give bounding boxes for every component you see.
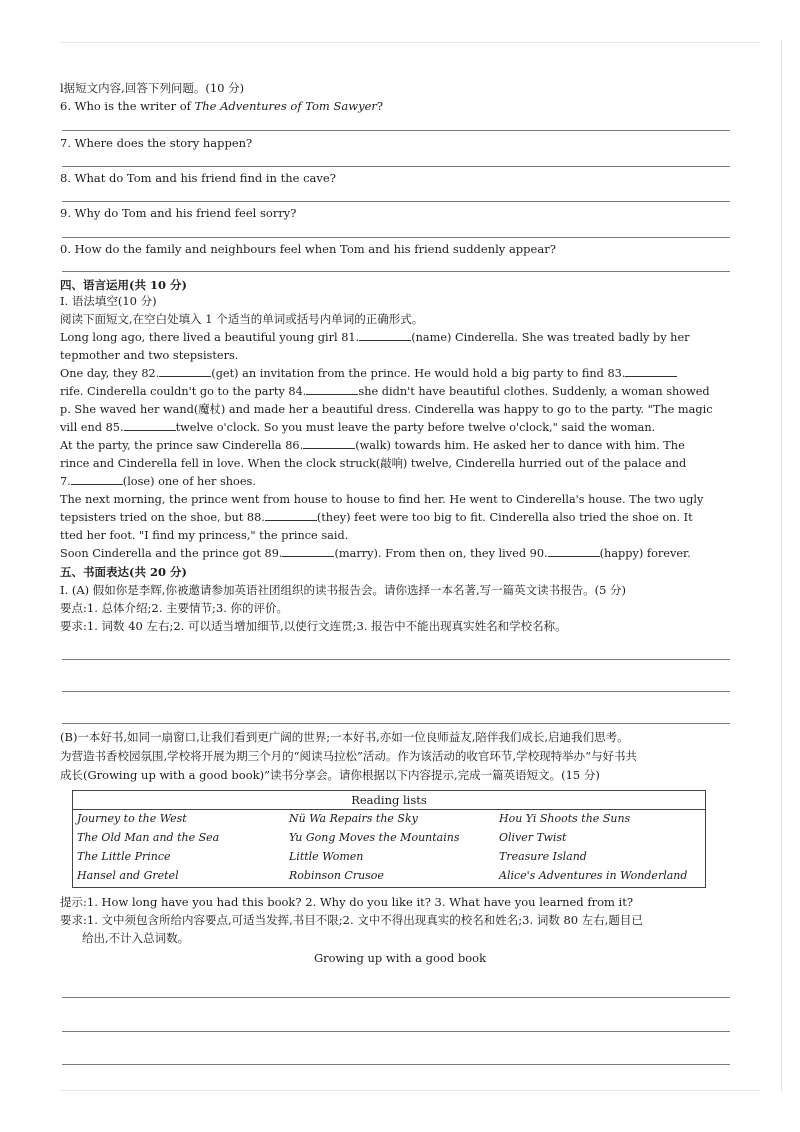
writing-b-line[interactable]	[62, 1031, 730, 1032]
book-title: Alice's Adventures in Wonderland	[499, 869, 688, 882]
book-title: Robinson Crusoe	[289, 869, 384, 882]
writing-requirements: 给出,不计入总词数。	[82, 931, 190, 945]
passage-line: Long long ago, there lived a beautiful young girl 81. (name) Cinderella. She was treated badly by her	[60, 331, 690, 344]
book-title: Journey to the West	[77, 812, 187, 825]
writing-requirements: 要求:1. 文中须包含所给内容要点,可适当发挥,书目不限;2. 文中不得出现真实的校名和姓名;3. 词数 80 左右,题目已	[60, 913, 643, 927]
scan-edge-line	[60, 1090, 760, 1091]
blank-82[interactable]	[159, 366, 211, 377]
blank-86[interactable]	[303, 438, 355, 449]
writing-part-a: I. (A) 假如你是李辉,你被邀请参加英语社团组织的读书报告会。请你选择一本名著,写一篇英文读书报告。(5 分)	[60, 583, 627, 597]
question-10: 0. How do the family and neighbours feel when Tom and his friend suddenly appear?	[60, 242, 556, 256]
writing-part-a-points: 要点:1. 总体介绍;2. 主要情节;3. 你的评价。	[60, 601, 289, 615]
blank-90[interactable]	[548, 546, 600, 557]
grammar-fill-instruction: 阅读下面短文,在空白处填入 1 个适当的单词或括号内单词的正确形式。	[60, 312, 424, 326]
question-7: 7. Where does the story happen?	[60, 136, 253, 150]
question-8: 8. What do Tom and his friend find in the cave?	[60, 171, 336, 185]
passage-line: p. She waved her wand(魔杖) and made her a beautiful dress. Cinderella was happy to go to the party. "The magic	[60, 403, 713, 416]
writing-part-b-intro: 为营造书香校园氛围,学校将开展为期三个月的“阅读马拉松”活动。作为该活动的收官环节,学校现特举办“与好书共	[60, 749, 637, 763]
blank-87[interactable]	[71, 474, 123, 485]
reading-lists-table	[72, 790, 706, 888]
blank-88[interactable]	[265, 510, 317, 521]
passage-line: tepsisters tried on the shoe, but 88. (they) feet were too big to fit. Cinderella also tried the shoe on. It	[60, 511, 693, 524]
essay-title: Growing up with a good book	[313, 951, 487, 965]
language-use-heading: 四、语言运用(共 10 分)	[60, 278, 187, 292]
passage-line: The next morning, the prince went from house to house to find her. He went to Cinderella's house. The two ugly	[60, 493, 704, 506]
question-6: 6. Who is the writer of The Adventures of Tom Sawyer?	[60, 99, 384, 113]
answer-line-6[interactable]	[62, 130, 730, 131]
writing-hints: 提示:1. How long have you had this book? 2. Why do you like it? 3. What have you learned from it?	[60, 895, 634, 909]
passage-line: Soon Cinderella and the prince got 89. (marry). From then on, they lived 90. (happy) forever.	[60, 547, 691, 560]
writing-part-a-requirements: 要求:1. 词数 40 左右;2. 可以适当增加细节,以使行文连贯;3. 报告中不能出现真实姓名和学校名称。	[60, 619, 567, 633]
writing-part-b-intro: 成长(Growing up with a good book)”读书分享会。请你根据以下内容提示,完成一篇英语短文。(15 分)	[60, 768, 600, 782]
writing-b-line[interactable]	[62, 1064, 730, 1065]
writing-part-b-intro: (B)一本好书,如同一扇窗口,让我们看到更广阔的世界;一本好书,亦如一位良师益友,陪伴我们成长,启迪我们思考。	[60, 730, 629, 744]
writing-a-line[interactable]	[62, 659, 730, 660]
writing-a-line[interactable]	[62, 723, 730, 724]
blank-84[interactable]	[306, 384, 358, 395]
table-divider	[73, 809, 705, 810]
answer-line-9[interactable]	[62, 237, 730, 238]
writing-a-line[interactable]	[62, 691, 730, 692]
answer-line-10[interactable]	[62, 271, 730, 272]
passage-line: rife. Cinderella couldn't go to the party 84. she didn't have beautiful clothes. Suddenly, a woman showed	[60, 385, 710, 398]
book-title: The Little Prince	[77, 850, 171, 863]
book-title: Hou Yi Shoots the Suns	[499, 812, 631, 825]
reading-lists-title: Reading lists	[351, 793, 427, 807]
writing-heading: 五、书面表达(共 20 分)	[60, 565, 187, 579]
passage-line: At the party, the prince saw Cinderella 86. (walk) towards him. He asked her to dance with him. The	[60, 439, 685, 452]
question-9: 9. Why do Tom and his friend feel sorry?	[60, 206, 297, 220]
writing-b-line[interactable]	[62, 997, 730, 998]
scan-edge-right	[781, 40, 782, 1092]
book-title: Nü Wa Repairs the Sky	[289, 812, 418, 825]
blank-83[interactable]	[625, 366, 677, 377]
blank-85[interactable]	[124, 420, 176, 431]
book-title: Little Women	[289, 850, 364, 863]
book-title: Yu Gong Moves the Mountains	[289, 831, 460, 844]
blank-89[interactable]	[282, 546, 334, 557]
reading-instruction: l据短文内容,回答下列问题。(10 分)	[60, 81, 245, 95]
passage-line: tepmother and two stepsisters.	[60, 349, 239, 362]
book-title: Oliver Twist	[499, 831, 567, 844]
passage-line: 7. (lose) one of her shoes.	[60, 475, 256, 488]
scan-edge-line	[60, 42, 760, 43]
passage-line: tted her foot. "I find my princess," the prince said.	[60, 529, 349, 542]
grammar-fill-heading: I. 语法填空(10 分)	[60, 294, 157, 308]
book-title: Hansel and Gretel	[77, 869, 179, 882]
passage-line: rince and Cinderella fell in love. When the clock struck(敲响) twelve, Cinderella hurried out of the palace and	[60, 457, 687, 470]
passage-line: One day, they 82. (get) an invitation from the prince. He would hold a big party to find 83.	[60, 364, 732, 384]
book-title: Treasure Island	[499, 850, 587, 863]
passage-line: vill end 85. twelve o'clock. So you must leave the party before twelve o'clock," said the woman.	[60, 421, 656, 434]
answer-line-7[interactable]	[62, 166, 730, 167]
blank-81[interactable]	[359, 330, 411, 341]
answer-line-8[interactable]	[62, 201, 730, 202]
book-title: The Old Man and the Sea	[77, 831, 220, 844]
